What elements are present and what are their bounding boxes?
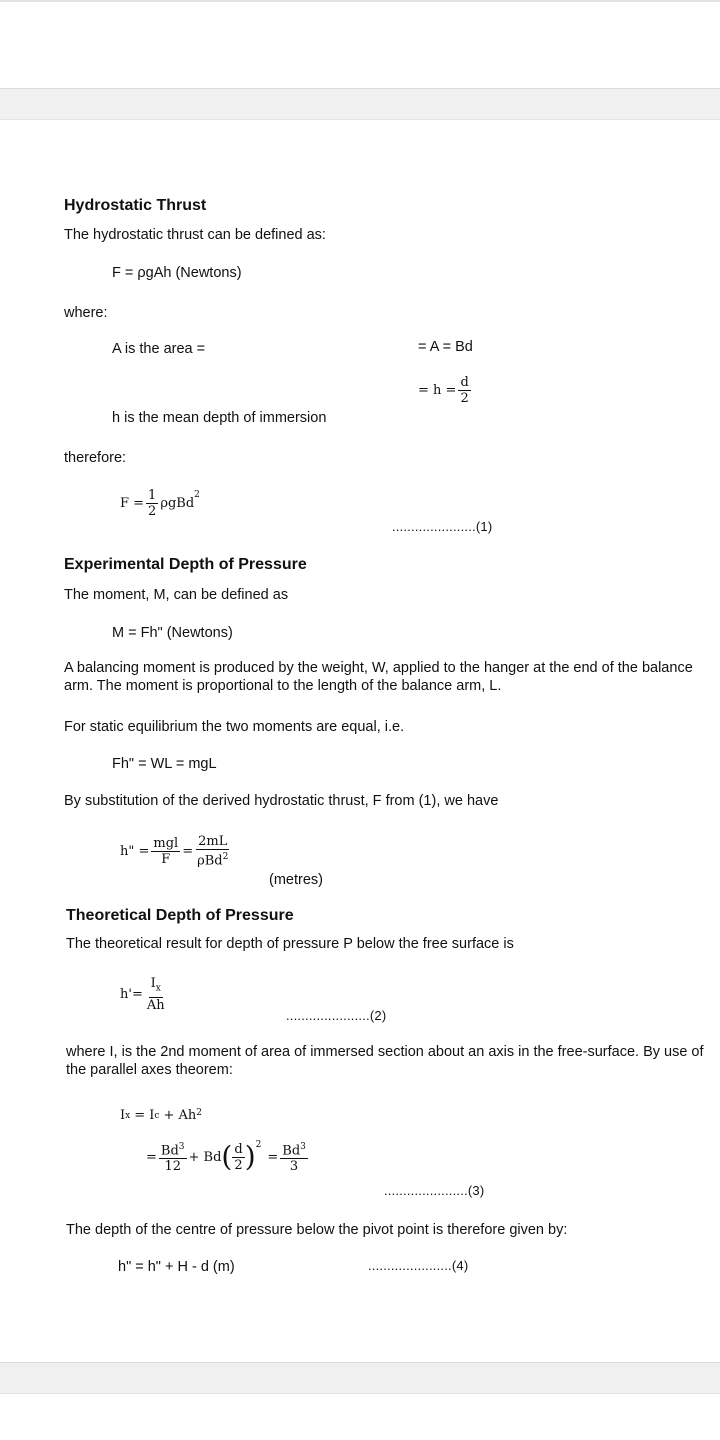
exp-depth-prefix: h" = [120, 843, 150, 859]
substitution-paragraph: By substitution of the derived hydrostatic thrust, F from (1), we have [64, 793, 499, 809]
area-value: = A = Bd [418, 339, 473, 355]
ix-exp: 2 [196, 1108, 202, 1118]
theo-numerator-sub: x [155, 983, 161, 994]
second-moment-line1 [120, 1108, 202, 1123]
l2-inner-num: d [234, 1141, 243, 1157]
exp-frac1-denominator: F [161, 851, 171, 867]
section-title-experimental-depth: Experimental Depth of Pressure [64, 556, 307, 573]
ix-eq: = I [134, 1108, 155, 1123]
theo-denominator: Ah [146, 997, 165, 1013]
ix-rest: + Ah [163, 1108, 197, 1123]
thrust-formula: F = ρgAh (Newtons) [112, 265, 242, 281]
depth-numerator: d [460, 375, 469, 390]
exp-frac1-numerator: mgl [153, 835, 179, 851]
equation-number-2: ......................(2) [286, 1008, 387, 1023]
l2-den2: 3 [289, 1159, 299, 1175]
ix-lhs: I [120, 1108, 126, 1123]
equilibrium-formula: Fh" = WL = mgL [112, 756, 217, 772]
experimental-depth-formula: h" = $\frac{\text{mgl}}{F}$ = $\frac{2mL}{\rho Bd^2}$ [120, 834, 229, 869]
l2-den1: 12 [164, 1159, 181, 1175]
thrust-denominator: 2 [148, 504, 157, 519]
top-edge [0, 0, 720, 2]
hydrostatic-intro: The hydrostatic thrust can be defined as: [64, 227, 326, 243]
page-separator-bottom [0, 1362, 720, 1394]
equilibrium-paragraph: For static equilibrium the two moments are equal, i.e. [64, 719, 405, 735]
balancing-moment-paragraph: A balancing moment is produced by the weight, W, applied to the hanger at the end of the balance arm. The moment is proportional to the length of the balance arm, L. [64, 660, 693, 694]
l2-exp1: 3 [178, 1142, 185, 1152]
final-formula: h" = h" + H - d (m) [118, 1259, 235, 1275]
where-label: where: [64, 305, 108, 321]
theoretical-intro: The theoretical result for depth of pressure P below the free surface is [66, 936, 514, 952]
l2-num2: Bd [282, 1143, 301, 1159]
depth-value-prefix: = h = [418, 383, 457, 398]
theo-depth-prefix: h'= [120, 986, 143, 1002]
thrust-numerator: 1 [148, 488, 157, 503]
equation-number-3: ......................(3) [384, 1183, 485, 1198]
metres-units: (metres) [269, 872, 323, 888]
area-label: A is the area = [112, 341, 206, 357]
parallel-axes-paragraph: where I, is the 2nd moment of area of immersed section about an axis in the free-surface. By use of the parallel axes theorem: [66, 1044, 704, 1078]
moment-formula: M = Fh" (Newtons) [112, 625, 233, 641]
moment-intro: The moment, M, can be defined as [64, 587, 289, 603]
l2-inner-den: 2 [234, 1157, 243, 1173]
depth-label: h is the mean depth of immersion [112, 410, 327, 426]
ic-sub: c [154, 1110, 160, 1121]
section-title-theoretical-depth: Theoretical Depth of Pressure [66, 907, 294, 924]
second-moment-line2: = $\frac{Bd^3}{12}$ + Bd ( $\frac{d}{2}$ ) $^2$ = $\frac{Bd^3}{3}$ [146, 1140, 306, 1175]
l2-mid: + Bd [188, 1149, 222, 1165]
l2-eq: = [146, 1149, 157, 1165]
thrust-derived-prefix: F = [120, 496, 145, 511]
depth-value [418, 375, 473, 406]
l2-eq2: = [267, 1149, 279, 1165]
exp-frac2-denominator: ρBd [197, 853, 223, 869]
exp-frac2-exponent: 2 [222, 852, 229, 862]
thrust-derived-formula [120, 488, 200, 519]
equation-number-1: ......................(1) [392, 519, 493, 534]
exp-frac2-numerator: 2mL [198, 834, 228, 849]
section-title-hydrostatic-thrust: Hydrostatic Thrust [64, 197, 207, 214]
centre-of-pressure-paragraph: The depth of the centre of pressure below the pivot point is therefore given by: [66, 1222, 568, 1238]
thrust-rest: ρgBd [160, 496, 195, 511]
depth-denominator: 2 [460, 391, 469, 406]
thrust-exponent: 2 [194, 490, 200, 500]
page-separator-top [0, 88, 720, 120]
l2-num1: Bd [160, 1143, 179, 1159]
therefore-label: therefore: [64, 450, 127, 466]
l2-paren-exp: 2 [255, 1140, 262, 1150]
equation-number-4: ......................(4) [368, 1258, 469, 1273]
ix-sub: x [125, 1110, 131, 1121]
theoretical-depth-formula [120, 976, 169, 1013]
theo-numerator: I [150, 976, 156, 991]
l2-exp2: 3 [300, 1142, 306, 1152]
